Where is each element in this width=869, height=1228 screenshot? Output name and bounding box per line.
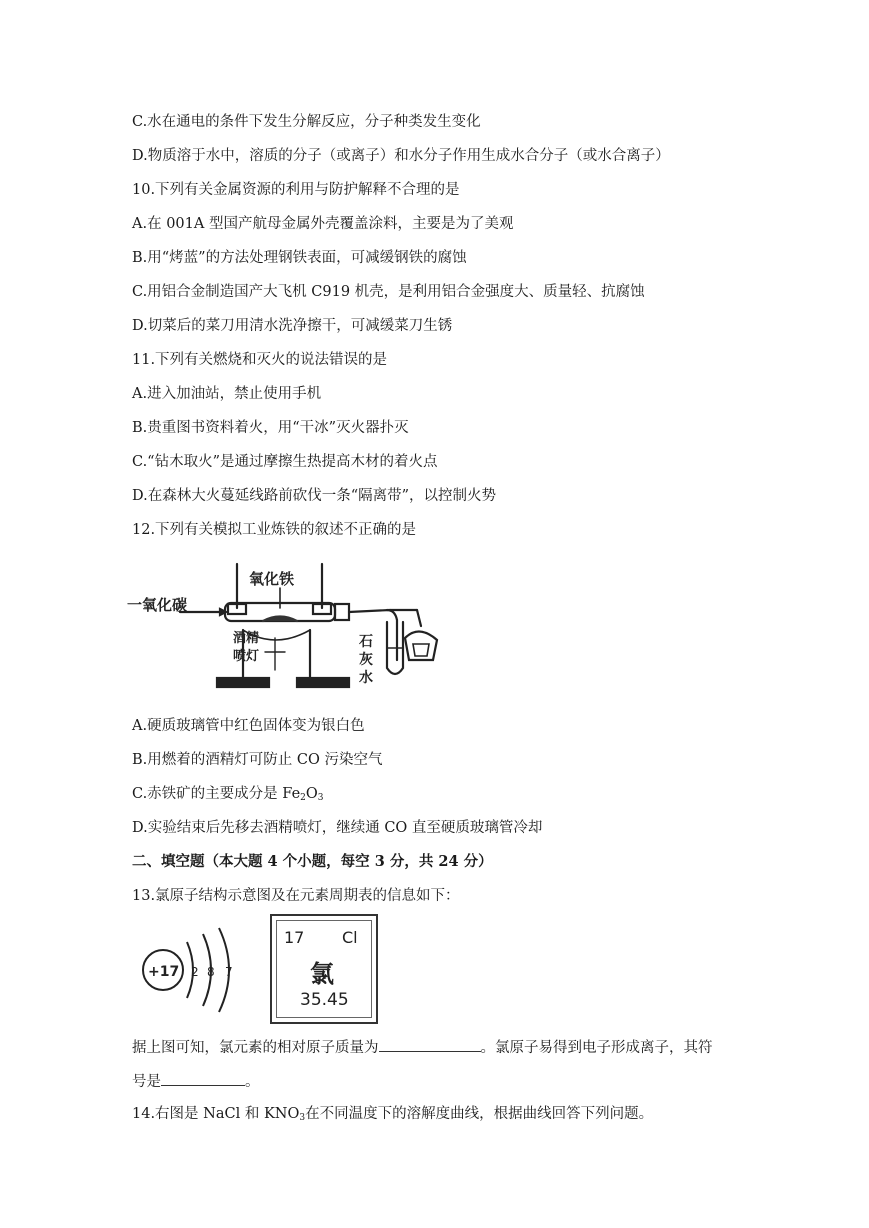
option-11c: C.“钻木取火”是通过摩擦生热提高木材的着火点 bbox=[132, 454, 438, 470]
fe2o3-label: 氧化铁 bbox=[249, 570, 295, 588]
section-2-heading: 二、填空题（本大题 4 个小题，每空 3 分，共 24 分） bbox=[132, 853, 493, 870]
option-9c: C.水在通电的条件下发生分解反应，分子种类发生变化 bbox=[132, 114, 481, 130]
lamp-label-2: 喷灯 bbox=[233, 649, 260, 664]
question-10: 10.下列有关金属资源的利用与防护解释不合理的是 bbox=[132, 182, 460, 198]
option-12b: B.用燃着的酒精灯可防止 CO 污染空气 bbox=[132, 752, 383, 768]
option-12a: A.硬质玻璃管中红色固体变为银白色 bbox=[132, 718, 365, 734]
question-13-text-1-pre: 据上图可知，氯元素的相对原子质量为 bbox=[132, 1040, 379, 1056]
option-11a: A.进入加油站，禁止使用手机 bbox=[132, 386, 322, 402]
limewater-label-2: 灰 bbox=[359, 652, 373, 668]
element-symbol: Cl bbox=[342, 928, 358, 947]
shell-3-electrons: 7 bbox=[225, 965, 233, 979]
option-11b: B.贵重图书资料着火，用“干冰”灭火器扑灭 bbox=[132, 420, 409, 436]
answer-blank-mass[interactable] bbox=[379, 1037, 481, 1052]
question-14 bbox=[132, 1105, 653, 1127]
question-11: 11.下列有关燃烧和灭火的说法错误的是 bbox=[132, 352, 388, 368]
option-10b: B.用“烤蓝”的方法处理钢铁表面，可减缓钢铁的腐蚀 bbox=[132, 250, 467, 266]
question-13-text-2-pre: 号是 bbox=[132, 1074, 161, 1090]
option-11d: D.在森林大火蔓延线路前砍伐一条“隔离带”，以控制火势 bbox=[132, 488, 497, 504]
subscript-3-kno3: 3 bbox=[299, 1113, 306, 1123]
question-13: 13.氯原子结构示意图及在元素周期表的信息如下： bbox=[132, 888, 460, 904]
option-12c bbox=[132, 785, 324, 807]
atomic-mass: 35.45 bbox=[300, 990, 349, 1010]
periodic-table-cell bbox=[270, 914, 378, 1024]
shell-1-electrons: 2 bbox=[191, 965, 199, 979]
question-13-text-2-post: 。 bbox=[245, 1074, 260, 1090]
limewater-label-1: 石 bbox=[359, 634, 373, 650]
option-10c: C.用铝合金制造国产大飞机 C919 机壳，是利用铝合金强度大、质量轻、抗腐蚀 bbox=[132, 284, 645, 300]
question-13-text-1-post: 。氯原子易得到电子形成离子，其符 bbox=[480, 1040, 713, 1056]
shell-2-electrons: 8 bbox=[207, 965, 215, 979]
option-12d: D.实验结束后先移去酒精喷灯，继续通 CO 直至硬质玻璃管冷却 bbox=[132, 820, 543, 836]
subscript-2: 2 bbox=[300, 793, 306, 803]
question-14-pre: 14.右图是 NaCl 和 KNO bbox=[132, 1106, 300, 1122]
chlorine-atom-diagram bbox=[135, 920, 260, 1015]
atomic-number: 17 bbox=[284, 928, 305, 947]
subscript-3: 3 bbox=[317, 793, 324, 803]
co-label: 一氧化碳 bbox=[127, 596, 188, 614]
element-name: 氯 bbox=[310, 959, 334, 988]
question-14-post: 在不同温度下的溶解度曲线，根据曲线回答下列问题。 bbox=[305, 1106, 654, 1122]
nucleus-charge: +17 bbox=[148, 964, 180, 980]
option-9d: D.物质溶于水中，溶质的分子（或离子）和水分子作用生成水合分子（或水合离子） bbox=[132, 148, 670, 164]
question-13-text-1 bbox=[132, 1037, 713, 1057]
question-12: 12.下列有关模拟工业炼铁的叙述不正确的是 bbox=[132, 522, 417, 538]
option-12c-text: C.赤铁矿的主要成分是 Fe bbox=[132, 786, 301, 802]
oxygen-symbol: O bbox=[305, 786, 318, 802]
option-10d: D.切菜后的菜刀用清水洗净擦干，可减缓菜刀生锈 bbox=[132, 318, 453, 334]
answer-blank-ion[interactable] bbox=[161, 1071, 245, 1086]
option-10a: A.在 001A 型国产航母金属外壳覆盖涂料，主要是为了美观 bbox=[132, 216, 514, 232]
question-13-text-2 bbox=[132, 1071, 260, 1091]
limewater-label-3: 水 bbox=[359, 670, 373, 686]
iron-smelting-apparatus bbox=[125, 560, 455, 695]
lamp-label-1: 酒精 bbox=[233, 631, 260, 646]
